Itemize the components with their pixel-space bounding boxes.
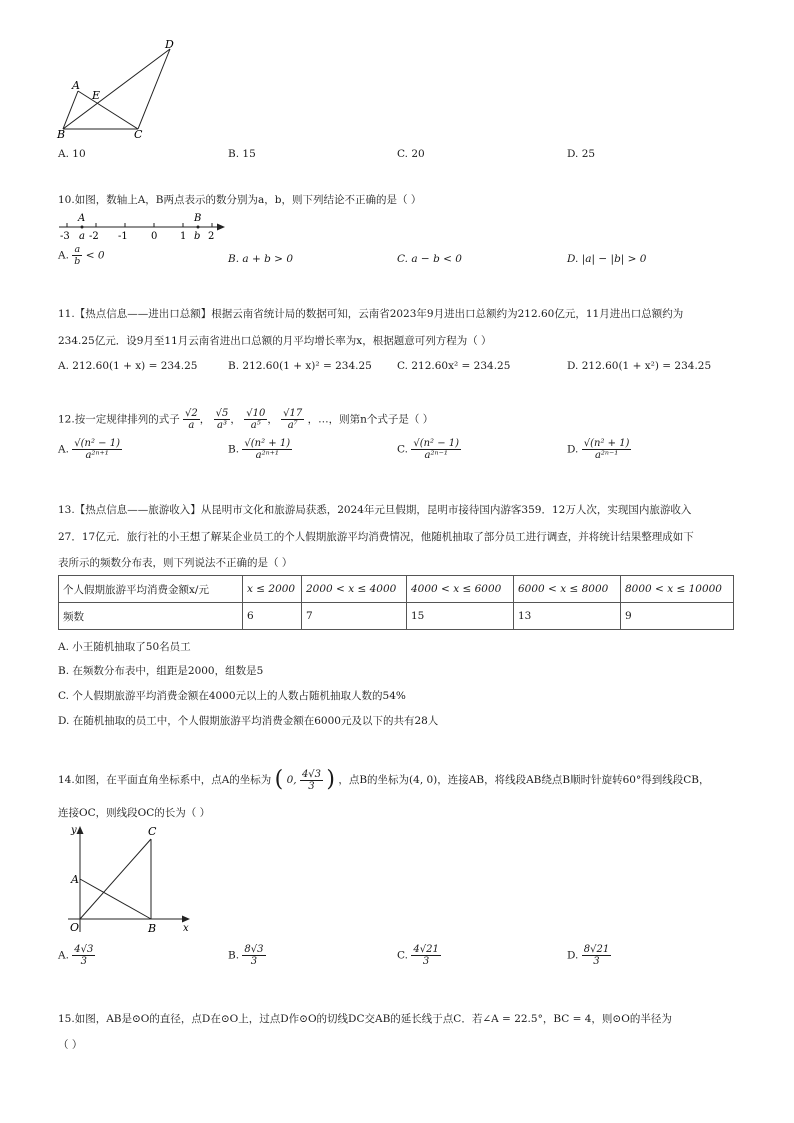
q14-stem-line1: 14.如图，在平面直角坐标系中，点A的坐标为 ( 0, $\frac{4√3}{3}$ ) ，点B的坐标为(4, 0)，连接AB，将线段AB绕点B顺时针旋转60°得到线段CB， <box>58 767 710 792</box>
tick-label: -1 <box>118 231 128 242</box>
option-num: √(n² − 1) <box>413 438 460 449</box>
label-E: E <box>92 89 101 102</box>
option-num: 4√21 <box>413 944 439 955</box>
option-label: C. <box>397 949 408 962</box>
option-label: A. <box>58 443 69 456</box>
q9-option-b[interactable]: B. 15 <box>228 148 256 160</box>
q11-option-a[interactable]: A. 212.60(1 + x) = 234.25 <box>58 360 198 372</box>
option-den: a²ⁿ⁻¹ <box>594 450 619 461</box>
q12-option-a[interactable] <box>58 438 122 461</box>
seq-term-num: √17 <box>283 408 303 419</box>
option-num: 4√3 <box>74 944 94 955</box>
table-row <box>59 576 734 603</box>
label-D: D <box>165 38 174 51</box>
q10-option-d[interactable]: D. |a| − |b| > 0 <box>567 253 647 265</box>
q12-option-c[interactable] <box>397 438 461 461</box>
option-label: B. <box>228 949 240 962</box>
option-label: C. <box>397 443 408 456</box>
option-den: a²ⁿ⁻¹ <box>424 450 448 461</box>
q12-stem-suffix: ，…，则第n个式子是（ ） <box>307 413 434 426</box>
q13-option-b[interactable]: B. 在频数分布表中，组距是2000，组数是5 <box>58 665 264 677</box>
q14-stem-part2: ，点B的坐标为(4, 0)，连接AB，将线段AB绕点B顺时针旋转60°得到线段CB， <box>338 774 710 786</box>
q10-option-b[interactable]: B. a + b > 0 <box>228 253 293 265</box>
option-den: 3 <box>593 956 600 967</box>
table-row <box>59 603 734 630</box>
option-label: D. <box>567 949 579 962</box>
q13-option-c[interactable]: C. 个人假期旅游平均消费金额在4000元以上的人数占随机抽取人数的54% <box>58 690 406 702</box>
q14-option-c[interactable] <box>397 944 441 967</box>
q12-option-b[interactable] <box>228 438 292 461</box>
table-header-cell: 8000 < x ≤ 10000 <box>621 576 734 603</box>
table-cell: 13 <box>514 603 621 630</box>
table-cell: 7 <box>302 603 407 630</box>
option-num: 8√21 <box>583 944 610 955</box>
q12-option-d[interactable] <box>567 438 631 461</box>
seq-term-den: a <box>188 420 195 431</box>
q10-number-line <box>55 211 230 243</box>
option-label: A. <box>58 949 69 962</box>
q10-stem: 10.如图，数轴上A，B两点表示的数分别为a，b，则下列结论不正确的是（ ） <box>58 194 422 206</box>
point-label-B: B <box>194 213 202 224</box>
q11-option-d[interactable]: D. 212.60(1 + x²) = 234.25 <box>567 360 712 372</box>
q14-stem-line2: 连接OC，则线段OC的长为（ ） <box>58 807 211 819</box>
table-cell: 6 <box>243 603 302 630</box>
q13-stem-line3: 表所示的频数分布表，则下列说法不正确的是（ ） <box>58 557 293 569</box>
q15-stem-line1: 15.如图，AB是⊙O的直径，点D在⊙O上，过点D作⊙O的切线DC交AB的延长线于点C．若∠A = 22.5°，BC = 4，则⊙O的半径为 <box>58 1013 672 1025</box>
tick-label: 2 <box>208 231 215 242</box>
label-C: C <box>134 128 143 138</box>
table-header-cell: 6000 < x ≤ 8000 <box>514 576 621 603</box>
label-B: B <box>57 128 66 138</box>
q11-stem-line1: 11.【热点信息——进出口总额】根据云南省统计局的数据可知，云南省2023年9月进出口总额约为212.60亿元，11月进出口总额约为 <box>58 308 684 320</box>
q11-option-b[interactable]: B. 212.60(1 + x)² = 234.25 <box>228 360 372 372</box>
seq-term-num: √2 <box>185 408 198 419</box>
option-den: a²ⁿ⁺¹ <box>85 450 109 461</box>
axis-label-y: y <box>71 825 77 836</box>
coord-num: 4√3 <box>301 768 322 780</box>
option-num: √(n² + 1) <box>244 438 291 449</box>
tick-label: -3 <box>60 231 70 242</box>
q14-option-d[interactable] <box>567 944 611 967</box>
option-num: 8√3 <box>244 944 264 955</box>
q11-stem-line2: 234.25亿元．设9月至11月云南省进出口总额的月平均增长率为x，根据题意可列方程为（ ） <box>58 335 492 347</box>
option-den: 3 <box>422 956 430 967</box>
seq-term-den: a⁷ <box>287 420 298 431</box>
seq-term-num: √5 <box>215 408 229 419</box>
table-header-cell: 个人假期旅游平均消费金额x/元 <box>59 576 243 603</box>
label-B: B <box>148 922 157 935</box>
q12-stem-prefix: 12.按一定规律排列的式子 <box>58 413 180 426</box>
q10-option-a[interactable]: A. $\frac{a}{b}$ < 0 <box>58 244 105 267</box>
point-var-a: a <box>79 231 85 242</box>
coord-x: 0, <box>286 774 297 786</box>
option-den: 3 <box>80 956 87 967</box>
q15-stem-line2: （ ） <box>58 1039 83 1051</box>
table-header-cell: 2000 < x ≤ 4000 <box>302 576 407 603</box>
q9-option-a[interactable]: A. 10 <box>58 148 86 160</box>
seq-term-den: a³ <box>217 420 227 431</box>
option-num: √(n² − 1) <box>74 438 120 449</box>
table-header-cell: 4000 < x ≤ 6000 <box>407 576 514 603</box>
q14-option-b[interactable] <box>228 944 266 967</box>
option-den: a²ⁿ⁺¹ <box>255 450 279 461</box>
q13-option-d[interactable]: D. 在随机抽取的员工中，个人假期旅游平均消费金额在6000元及以下的共有28人 <box>58 715 439 727</box>
q11-option-c[interactable]: C. 212.60x² = 234.25 <box>397 360 511 372</box>
q14-figure <box>62 822 194 936</box>
label-O: O <box>70 921 80 934</box>
q14-stem-part1: 14.如图，在平面直角坐标系中，点A的坐标为 <box>58 774 272 786</box>
q13-stem-line1: 13.【热点信息——旅游收入】从昆明市文化和旅游局获悉，2024年元旦假期，昆明市接待国内游客359．12万人次，实现国内旅游收入 <box>58 504 692 516</box>
table-header-cell: x ≤ 2000 <box>243 576 302 603</box>
table-cell: 频数 <box>59 603 243 630</box>
tick-label: 1 <box>180 231 187 242</box>
q13-stem-line2: 27．17亿元．旅行社的小王想了解某企业员工的个人假期旅游平均消费情况，他随机抽取了部分员工进行调查，并将统计结果整理成如下 <box>58 531 694 543</box>
label-C: C <box>148 825 157 838</box>
tick-label: 0 <box>151 231 158 242</box>
seq-term-den: a⁵ <box>250 420 261 431</box>
q14-option-a[interactable] <box>58 944 95 967</box>
option-den: 3 <box>250 956 258 967</box>
option-label: D. <box>567 443 579 456</box>
q9-option-d[interactable]: D. 25 <box>567 148 596 160</box>
option-num: √(n² + 1) <box>583 438 630 449</box>
coord-den: 3 <box>308 780 315 792</box>
option-label: B. <box>228 443 240 456</box>
label-A: A <box>72 79 80 92</box>
table-cell: 15 <box>407 603 514 630</box>
q10-option-c[interactable]: C. a − b < 0 <box>397 253 462 265</box>
q13-option-a[interactable]: A. 小王随机抽取了50名员工 <box>58 641 191 653</box>
seq-term-num: √10 <box>246 408 266 419</box>
q9-figure <box>55 38 185 138</box>
point-label-A: A <box>78 213 86 224</box>
label-A: A <box>71 873 79 886</box>
frequency-table <box>58 575 734 630</box>
axis-label-x: x <box>183 923 189 934</box>
q9-option-c[interactable]: C. 20 <box>397 148 425 160</box>
tick-label: -2 <box>89 231 99 242</box>
table-cell: 9 <box>621 603 734 630</box>
point-var-b: b <box>194 231 201 242</box>
q12-stem: 12.按一定规律排列的式子 $\frac{√2}{a}$ ， $\frac{√5}{\text{a³}}$ ， $\frac{√10}{\text{a⁵}}$ ， $\frac{√17}{\text{a⁷}}$ ，…，则第n个式子是（ ） <box>58 408 434 431</box>
